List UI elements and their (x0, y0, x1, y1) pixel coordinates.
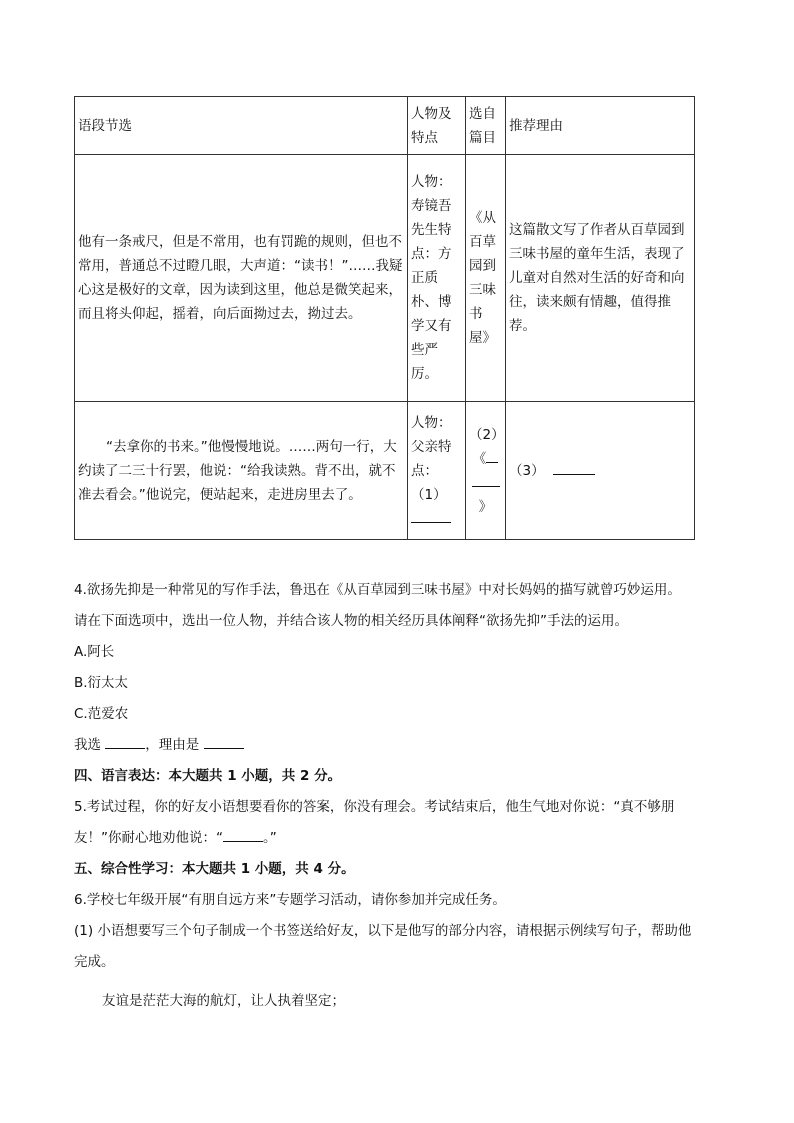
q4-stem-line1: 4.欲扬先抑是一种常见的写作手法，鲁迅在《从百草园到三味书屋》中对长妈妈的描写就曾巧妙运用。 (74, 582, 681, 598)
q6-stem: 6.学校七年级开展“有朋自远方来”专题学习活动，请你参加并完成任务。 (74, 892, 506, 908)
table-header-row (75, 97, 695, 155)
source-close-quote: 》 (478, 498, 493, 515)
q4-answer-middle: ，理由是 (145, 737, 200, 753)
q5-line2-suffix: 。” (263, 830, 277, 846)
table-row (75, 402, 695, 540)
table-row (75, 155, 695, 402)
answer-blank-1[interactable] (411, 508, 451, 523)
q4-answer-prefix: 我选 (74, 737, 101, 753)
q4-answer-line (74, 730, 724, 761)
q5-line2 (74, 823, 724, 854)
q6-example: 友谊是茫茫大海的航灯，让人执着坚定； (102, 993, 345, 1009)
header-excerpt: 语段节选 (75, 97, 408, 155)
header-person: 人物及特点 (408, 97, 466, 155)
excerpt-cell: “去拿你的书来。”他慢慢地说。……两句一行，大约读了二三十行罢，他说：“给我读熟。背不出，就不准去看会。”他说完，便站起来，走进房里去了。 (75, 402, 408, 540)
section-4-heading: 四、语言表达：本大题共 1 小题，共 2 分。 (74, 768, 342, 784)
q5-line1: 5.考试过程，你的好友小语想要看你的答案，你没有理会。考试结束后，他生气地对你说：“真不够朋 (74, 799, 675, 815)
q4-option-a: A.阿长 (74, 644, 115, 660)
source-open-quote: 《 (472, 450, 487, 467)
q5-line2-prefix: 友！”你耐心地劝他说：“ (74, 830, 223, 846)
answer-blank-2b[interactable] (472, 472, 500, 487)
source-label-number: （2） (469, 426, 505, 443)
q4-stem-line2: 请在下面选项中，选出一位人物，并结合该人物的相关经历具体阐释“欲扬先抑”手法的运用。 (74, 613, 628, 629)
question-4 (74, 575, 724, 1017)
answer-blank-2a[interactable] (486, 448, 498, 463)
q4-reason-blank[interactable] (204, 734, 244, 749)
q4-choice-blank[interactable] (105, 734, 145, 749)
header-source: 选自篇目 (466, 97, 506, 155)
person-cell (408, 402, 466, 540)
q4-option-c: C.范爱农 (74, 706, 129, 722)
reason-cell (506, 402, 695, 540)
excerpt-cell: 他有一条戒尺，但是不常用，也有罚跪的规则，但也不常用，普通总不过瞪几眼，大声道：“读书！”……我疑心这是极好的文章，因为读到这里，他总是微笑起来，而且将头仰起，摇着，向后面拗过去，拗过去。 (75, 155, 408, 402)
q6-sub1-line2: 完成。 (74, 954, 115, 970)
person-label: 人物：父亲特点：（1） (411, 414, 452, 503)
source-cell (466, 402, 506, 540)
reason-label: （3） (509, 462, 545, 479)
section-5-heading: 五、综合性学习：本大题共 1 小题，共 4 分。 (74, 861, 355, 877)
source-cell: 《从百草园到三味书屋》 (466, 155, 506, 402)
header-reason: 推荐理由 (506, 97, 695, 155)
answer-blank-3[interactable] (553, 460, 595, 475)
reading-recommendation-table (74, 96, 695, 540)
q6-sub1-line1: (1) 小语想要写三个句子制成一个书签送给好友，以下是他写的部分内容，请根据示例续写句子，帮助他 (74, 923, 692, 939)
q5-answer-blank[interactable] (223, 827, 263, 842)
reason-cell: 这篇散文写了作者从百草园到三味书屋的童年生活，表现了儿童对自然对生活的好奇和向往，读来颇有情趣，值得推荐。 (506, 155, 695, 402)
person-cell: 人物：寿镜吾先生特点：方正质朴、博学又有些严厉。 (408, 155, 466, 402)
q4-option-b: B.衍太太 (74, 675, 129, 691)
